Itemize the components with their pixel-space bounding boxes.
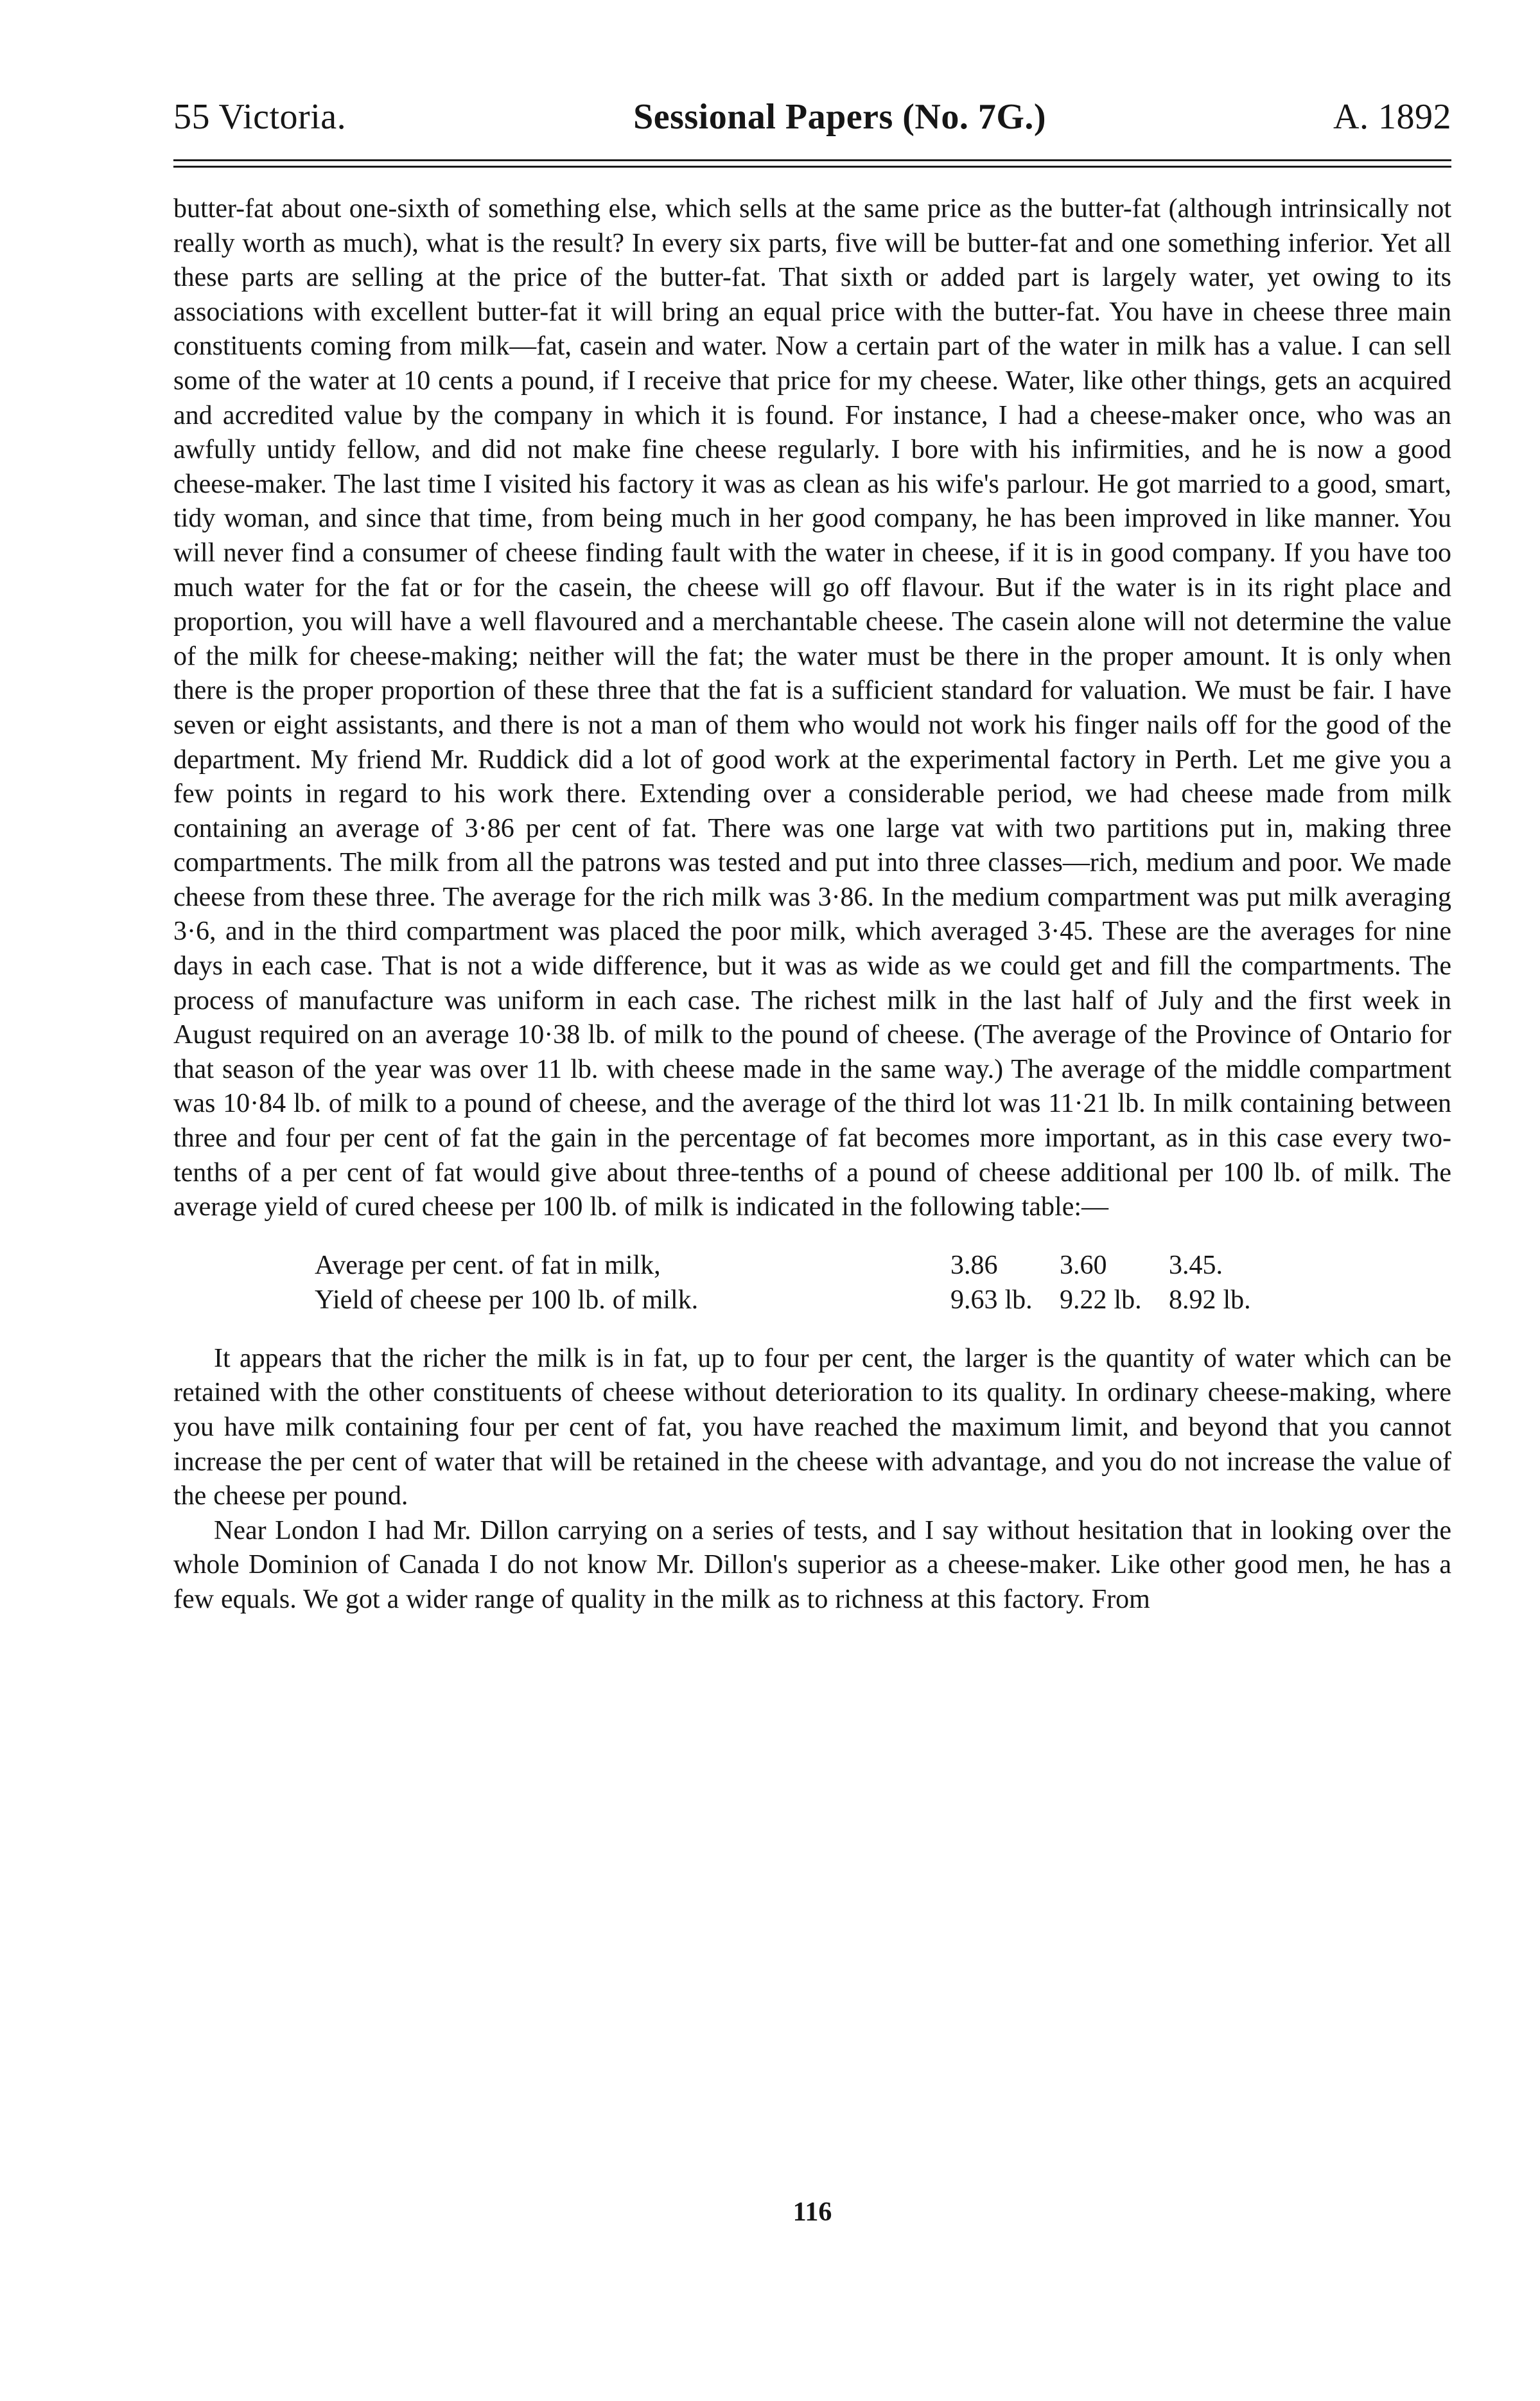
table-cell: 9.63 lb. [950,1285,1033,1315]
row-label: Yield of cheese per 100 lb. of milk. [315,1285,699,1315]
body-text [173,192,1451,1617]
paragraph: Near London I had Mr. Dillon carrying on a series of tests, and I say without hesitation that in looking over the whole Dominion of Canada I do not know Mr. Dillon's superior as a cheese-maker. Like other good men, he has a few equals. We got a wider range of quality in the milk as to richness at this factory. From [173,1515,1451,1614]
yield-table [315,1248,1451,1317]
header-rule [173,159,1451,168]
header-title: Sessional Papers (No. 7G.) [633,97,1047,137]
table-cell: 3.86 [950,1250,998,1280]
table-cell: 8.92 lb. [1169,1285,1251,1315]
table-cell: 3.45. [1169,1250,1223,1280]
table-cell: 9.22 lb. [1060,1285,1142,1315]
paragraph: It appears that the richer the milk is in fat, up to four per cent, the larger is the quantity of water which can be retained with the other constituents of cheese without deterioration to its quality. In ordinary cheese-making, where you have milk containing four per cent of fat, you have reached the maximum limit, and beyond that you cannot increase the per cent of water that will be retained in the cheese with advantage, and you do not increase the value of the cheese per pound. [173,1343,1451,1511]
header-year: A. 1892 [1333,97,1451,137]
header-session: 55 Victoria. [173,97,347,137]
running-header [173,96,1451,148]
page-number: 116 [792,2197,832,2227]
table-cell: 3.60 [1060,1250,1107,1280]
row-label: Average per cent. of fat in milk, [315,1250,661,1280]
table-row [315,1283,1451,1317]
paragraph: butter-fat about one-sixth of something else, which sells at the same price as the butter-fat (although intrinsically not really worth as much), what is the result? In every six parts, five will be butter-fat and one something inferior. Yet all these parts are selling at the price of the butter-fat. That sixth or added part is largely water, yet owing to its associations with excellent butter-fat it will bring an equal price with the butter-fat. You have in cheese three main constituents coming from milk—fat, casein and water. Now a certain part of the water in milk has a value. I can sell some of the water at 10 cents a pound, if I receive that price for my cheese. Water, like other things, gets an acquired and accredited value by the company in which it is found. For instance, I had a cheese-maker once, who was an awfully untidy fellow, and did not make fine cheese regularly. I bore with his infirmities, and he is now a good cheese-maker. The last time I visited his factory it was as clean as his wife's parlour. He got married to a good, smart, tidy woman, and since that time, from being much in her good company, he has been improved in like manner. You will never find a consumer of cheese finding fault with the water in cheese, if it is in good company. If you have too much water for the fat or for the casein, the cheese will go off flavour. But if the water is in its right place and proportion, you will have a well flavoured and a merchantable cheese. The casein alone will not determine the value of the milk for cheese-making; neither will the fat; the water must be there in the proper amount. It is only when there is the proper proportion of these three that the fat is a sufficient standard for valuation. We must be fair. I have seven or eight assistants, and there is not a man of them who would not work his finger nails off for the good of the department. My friend Mr. Ruddick did a lot of good work at the experimental factory in Perth. Let me give you a few points in regard to his work there. Extending over a considerable period, we had cheese made from milk containing an average of 3·86 per cent of fat. There was one large vat with two partitions put in, making three compartments. The milk from all the patrons was tested and put into three classes—rich, medium and poor. We made cheese from these three. The average for the rich milk was 3·86. In the medium compartment was put milk averaging 3·6, and in the third compartment was placed the poor milk, which averaged 3·45. These are the averages for nine days in each case. That is not a wide difference, but it was as wide as we could get and fill the compartments. The process of manufacture was uniform in each case. The richest milk in the last half of July and the first week in August required on an average 10·38 lb. of milk to the pound of cheese. (The average of the Province of Ontario for that season of the year was over 11 lb. with cheese made in the same way.) The average of the middle compartment was 10·84 lb. of milk to a pound of cheese, and the average of the third lot was 11·21 lb. In milk containing between three and four per cent of fat the gain in the percentage of fat becomes more important, as in this case every two-tenths of a per cent of fat would give about three-tenths of a pound of cheese additional per 100 lb. of milk. The average yield of cured cheese per 100 lb. of milk is indicated in the following table:— [173,194,1451,1222]
table-row [315,1248,1451,1283]
document-page [173,96,1451,2332]
